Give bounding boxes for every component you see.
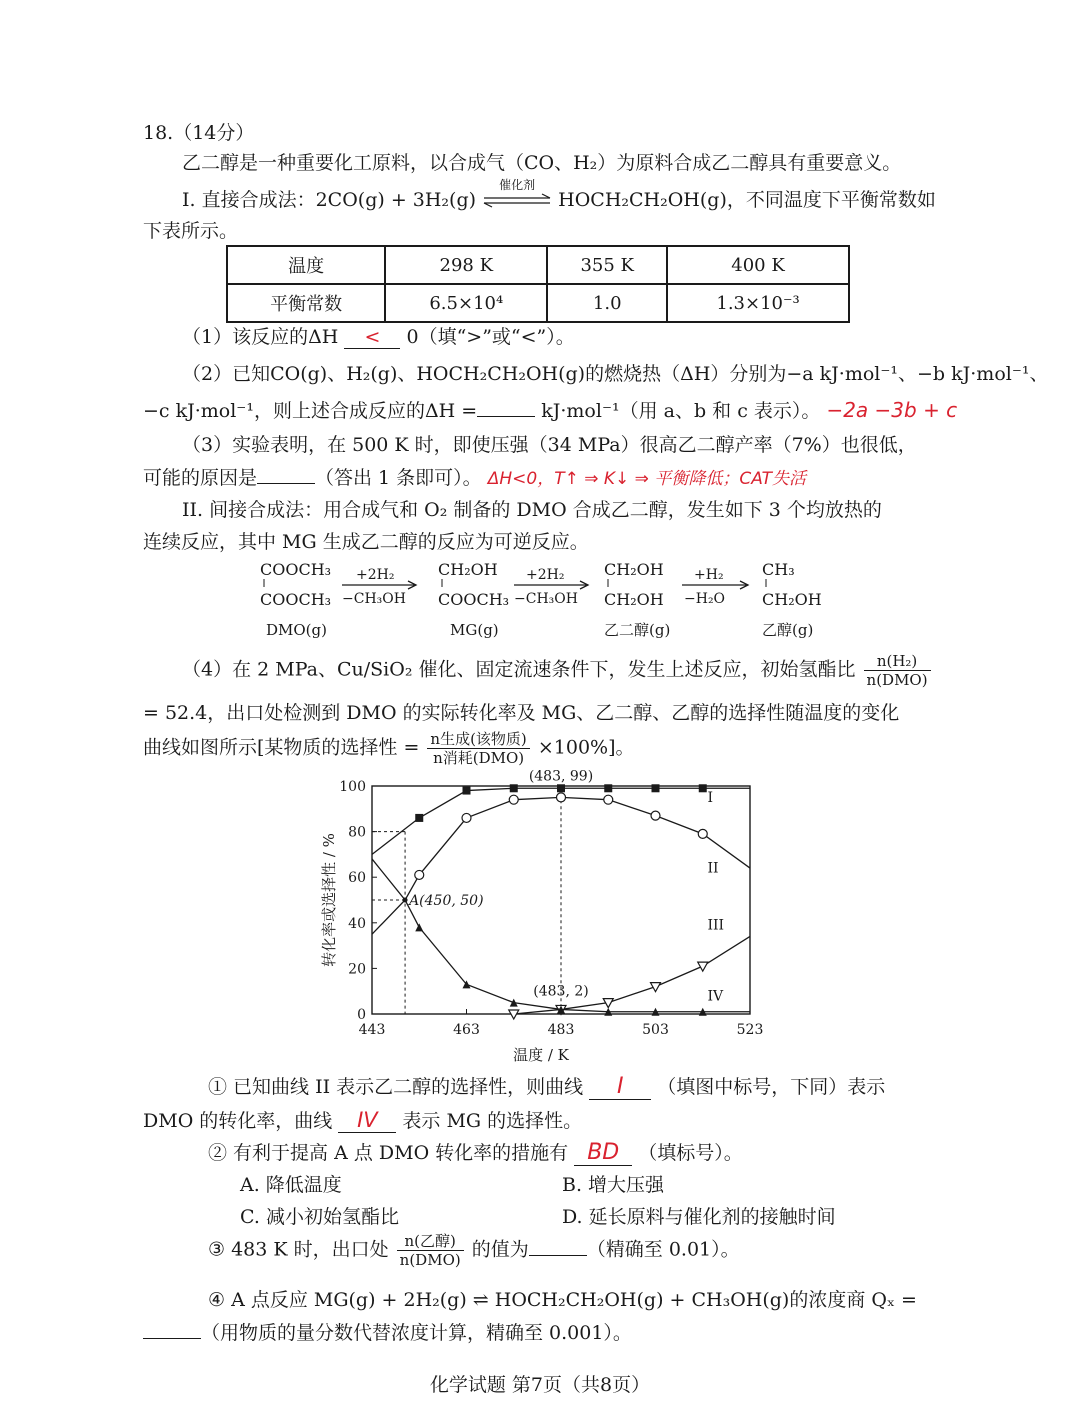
page-footer: 化学试题 第7页（共8页） bbox=[429, 1374, 651, 1396]
x-tick-label: 523 bbox=[736, 1022, 764, 1038]
eg-label: 乙二醇(g) bbox=[604, 621, 671, 639]
answer-blank bbox=[529, 1239, 587, 1256]
series-label-III: III bbox=[707, 917, 725, 934]
option-d: D. 延长原料与催化剂的接触时间 bbox=[562, 1206, 836, 1228]
data-point-circle bbox=[604, 795, 613, 804]
reversible-arrow-icon bbox=[482, 193, 552, 207]
x-tick-label: 503 bbox=[642, 1022, 669, 1038]
data-point-square bbox=[652, 784, 660, 792]
handwritten-answer: I bbox=[589, 1074, 651, 1100]
x-axis-label: 温度 / K bbox=[513, 1046, 569, 1064]
answer-blank bbox=[143, 1322, 201, 1339]
arrow2-bottom: −CH₃OH bbox=[514, 591, 578, 607]
data-point-circle bbox=[651, 811, 660, 820]
table-header: 温度 bbox=[227, 246, 385, 284]
data-point-circle bbox=[557, 793, 566, 802]
x-tick-label: 463 bbox=[453, 1022, 480, 1038]
dmo-label: DMO(g) bbox=[266, 621, 327, 639]
ethanol-dmo-ratio: $\frac{\text{n(乙醇)}}{\text{n(DMO)}}$ bbox=[397, 1232, 464, 1269]
data-point-circle bbox=[462, 813, 471, 822]
arrow3-top: +H₂ bbox=[694, 567, 724, 583]
ethanol-label: 乙醇(g) bbox=[762, 621, 814, 639]
selectivity-chart bbox=[316, 768, 776, 1072]
data-point-triangle-up bbox=[415, 923, 423, 931]
handwritten-answer: −2a −3b + c bbox=[826, 398, 958, 422]
sub-question-1-line2: DMO 的转化率，曲线 IV 表示 MG 的选择性。 bbox=[143, 1108, 583, 1132]
data-point-square bbox=[415, 814, 423, 822]
question-4-line1: （4）在 2 MPa、Cu/SiO₂ 催化、固定流速条件下，发生上述反应，初始氢酯比 $\frac{\text{n(H₂)}}{\text{n(DMO)}}$ bbox=[182, 652, 933, 689]
table-header: 400 K bbox=[667, 246, 849, 284]
part2-line2: 连续反应，其中 MG 生成乙二醇的反应为可逆反应。 bbox=[143, 531, 589, 553]
option-a: A. 降低温度 bbox=[240, 1174, 342, 1196]
intro-text: 乙二醇是一种重要化工原料，以合成气（CO、H₂）为原料合成乙二醇具有重要意义。 bbox=[182, 152, 902, 174]
ethanol-bottom: CH₂OH bbox=[762, 590, 822, 609]
equilibrium-arrow bbox=[482, 178, 552, 212]
handwritten-answer: BD bbox=[574, 1140, 632, 1166]
question-1: （1）该反应的ΔH < 0（填“>”或“<”）。 bbox=[182, 326, 575, 348]
part1-equation: I. 直接合成法：2CO(g) + 3H₂(g) 催化剂 HOCH₂CH₂OH(g)，不同温度下平衡常数如 bbox=[182, 178, 936, 211]
table-cell: 1.0 bbox=[547, 284, 667, 322]
data-point-square bbox=[604, 784, 612, 792]
option-c: C. 减小初始氢酯比 bbox=[240, 1206, 399, 1228]
data-point-triangle-down bbox=[698, 962, 708, 971]
question-3-line2: 可能的原因是 （答出 1 条即可）。 ΔH<0，T↑ ⇒ K↓ ⇒ 平衡降低；CAT失活 bbox=[143, 467, 806, 489]
annotation-label: A(450, 50) bbox=[409, 893, 484, 909]
question-number: 18.（14分） bbox=[143, 122, 255, 144]
sub-question-4-line1: ④ A 点反应 MG(g) + 2H₂(g) ⇌ HOCH₂CH₂OH(g) + CH₃OH(g)的浓度商 Qₓ = bbox=[208, 1289, 917, 1311]
series-label-I: I bbox=[707, 789, 714, 806]
data-point-circle bbox=[698, 829, 707, 838]
part1-cont: 下表所示。 bbox=[143, 220, 239, 242]
question-3-line1: （3）实验表明，在 500 K 时，即使压强（34 MPa）很高乙二醇产率（7%）也很低， bbox=[182, 434, 917, 456]
part2-line1: II. 间接合成法：用合成气和 O₂ 制备的 DMO 合成乙二醇，发生如下 3 个均放热的 bbox=[182, 499, 882, 521]
question-4-line2: = 52.4，出口处检测到 DMO 的实际转化率及 MG、乙二醇、乙醇的选择性随温度的变化 bbox=[143, 702, 900, 724]
selectivity-formula: $\frac{\text{n生成(该物质)}}{\text{n消耗(DMO)}}$ bbox=[427, 730, 529, 767]
table-row bbox=[227, 284, 849, 322]
h2-dmo-ratio: $\frac{\text{n(H₂)}}{\text{n(DMO)}}$ bbox=[864, 652, 931, 689]
sub-question-4-line2: （用物质的量分数代替浓度计算，精确至 0.001）。 bbox=[143, 1318, 632, 1345]
handwritten-answer: IV bbox=[338, 1108, 396, 1133]
series-label-IV: IV bbox=[707, 988, 724, 1005]
table-header: 298 K bbox=[385, 246, 547, 284]
annotation-label: (483, 2) bbox=[533, 983, 589, 1000]
sub-question-3: ③ 483 K 时，出口处 $\frac{\text{n(乙醇)}}{\text{n(DMO)}}$ 的值为 （精确至 0.01）。 bbox=[208, 1232, 740, 1269]
question-4-line3: 曲线如图所示[某物质的选择性 = $\frac{\text{n生成(该物质)}}{\text{n消耗(DMO)}}$ ×100%]。 bbox=[143, 730, 635, 767]
dmo-bottom: COOCH₃ bbox=[260, 590, 332, 609]
sub-question-1-line1: ① 已知曲线 II 表示乙二醇的选择性，则曲线 I （填图中标号，下同）表示 bbox=[208, 1074, 886, 1099]
y-tick-label: 20 bbox=[348, 961, 366, 978]
sub-question-2: ② 有利于提高 A 点 DMO 转化率的措施有 BD （填标号）。 bbox=[208, 1140, 743, 1165]
table-row bbox=[227, 246, 849, 284]
data-point-square bbox=[557, 784, 565, 792]
x-tick-label: 443 bbox=[358, 1022, 386, 1038]
arrow2-top: +2H₂ bbox=[526, 567, 565, 583]
option-b: B. 增大压强 bbox=[562, 1174, 665, 1196]
data-point-circle bbox=[415, 870, 424, 879]
question-2-line2: −c kJ·mol⁻¹，则上述合成反应的ΔH = kJ·mol⁻¹（用 a、b 和 c 表示）。 −2a −3b + c bbox=[143, 398, 958, 422]
y-tick-label: 40 bbox=[348, 915, 366, 932]
catalyst-label: 催化剂 bbox=[499, 178, 536, 192]
mg-top: CH₂OH bbox=[438, 560, 498, 579]
eg-bottom: CH₂OH bbox=[604, 590, 664, 609]
ethanol-top: CH₃ bbox=[762, 560, 795, 579]
table-header: 355 K bbox=[547, 246, 667, 284]
eg-top: CH₂OH bbox=[604, 560, 664, 579]
series-label-II: II bbox=[707, 860, 719, 877]
arrow1-top: +2H₂ bbox=[356, 567, 395, 583]
table-cell: 1.3×10⁻³ bbox=[667, 284, 849, 322]
y-axis-label: 转化率或选择性 / % bbox=[320, 833, 338, 967]
handwritten-answer: ΔH<0，T↑ ⇒ K↓ ⇒ 平衡降低；CAT失活 bbox=[487, 469, 806, 489]
point-a bbox=[403, 898, 408, 903]
data-point-square bbox=[699, 784, 707, 792]
answer-blank bbox=[477, 400, 535, 417]
data-point-square bbox=[510, 784, 518, 792]
question-2-line1: （2）已知CO(g)、H₂(g)、HOCH₂CH₂OH(g)的燃烧热（ΔH）分别为−a kJ·mol⁻¹、−b kJ·mol⁻¹、 bbox=[182, 363, 1049, 385]
y-tick-label: 60 bbox=[348, 870, 366, 887]
data-point-square bbox=[463, 787, 471, 795]
x-tick-label: 483 bbox=[547, 1022, 575, 1038]
table-cell: 6.5×10⁴ bbox=[385, 284, 547, 322]
handwritten-answer: < bbox=[344, 326, 400, 349]
arrow3-bottom: −H₂O bbox=[684, 591, 726, 607]
y-tick-label: 100 bbox=[339, 779, 366, 795]
y-tick-label: 0 bbox=[357, 1007, 366, 1023]
dmo-top: COOCH₃ bbox=[260, 560, 332, 579]
data-point-circle bbox=[509, 795, 518, 804]
series-line-II bbox=[372, 797, 750, 934]
y-tick-label: 80 bbox=[348, 824, 366, 841]
mg-bottom: COOCH₃ bbox=[438, 590, 510, 609]
arrow1-bottom: −CH₃OH bbox=[342, 591, 406, 607]
reaction-scheme bbox=[258, 557, 838, 647]
answer-blank bbox=[257, 467, 315, 484]
annotation-label: (483, 99) bbox=[528, 768, 594, 785]
equilibrium-constant-table bbox=[226, 245, 850, 323]
mg-label: MG(g) bbox=[450, 621, 499, 639]
table-cell: 平衡常数 bbox=[227, 284, 385, 322]
